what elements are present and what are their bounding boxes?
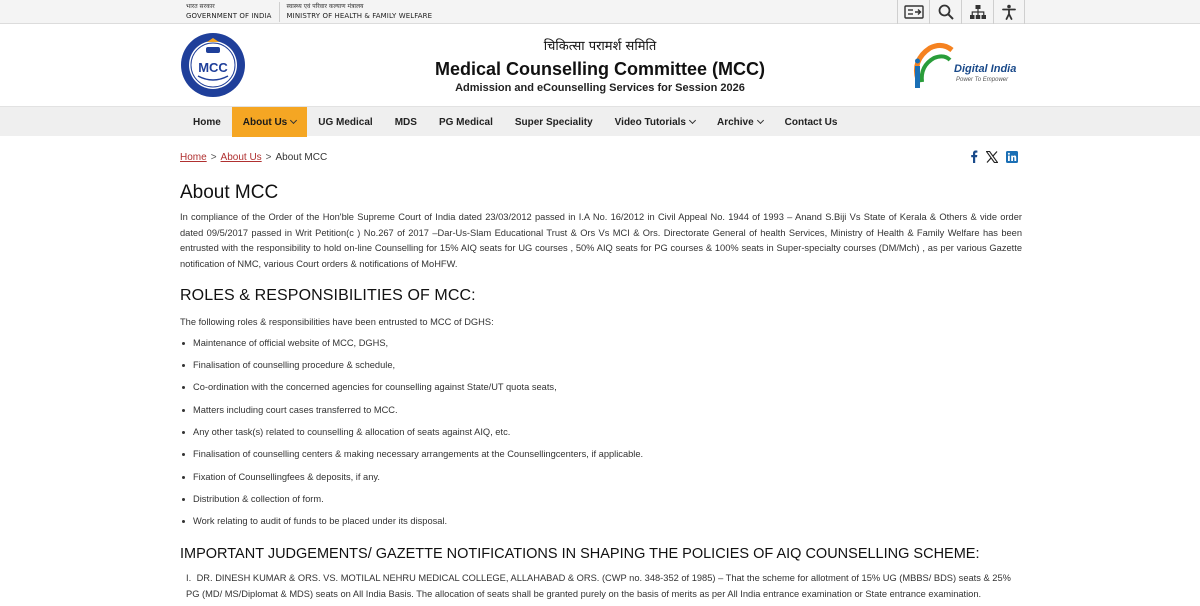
judgements-heading: IMPORTANT JUDGEMENTS/ GAZETTE NOTIFICATIONS IN SHAPING THE POLICIES OF AIQ COUNSELLING SCHEME: <box>180 546 980 563</box>
judgement-item <box>180 571 1022 602</box>
site-header <box>0 24 1200 106</box>
ministry-of-health[interactable] <box>279 2 440 22</box>
utility-icons <box>897 0 1025 24</box>
breadcrumb-row <box>180 152 1022 166</box>
main-content <box>180 152 1022 602</box>
chevron-down-icon <box>757 117 764 124</box>
breadcrumb-current: About MCC <box>275 152 328 163</box>
breadcrumb <box>180 152 1022 163</box>
nav-mds[interactable]: MDS <box>394 116 417 128</box>
nav-archive[interactable]: Archive <box>706 107 774 137</box>
site-title[interactable]: Medical Counselling Committee (MCC) <box>434 59 766 79</box>
sitemap-icon[interactable] <box>961 0 993 24</box>
site-subtitle: Admission and eCounselling Services for Session 2026 <box>455 82 745 94</box>
chevron-down-icon <box>290 117 297 124</box>
roles-lead: The following roles & responsibilities have been entrusted to MCC of DGHS: <box>180 316 494 327</box>
nav-pg-medical[interactable]: PG Medical <box>438 116 493 128</box>
breadcrumb-home-link[interactable]: Home <box>180 152 207 163</box>
intro-paragraph: In compliance of the Order of the Hon'ble Supreme Court of India dated 23/03/2012 passed in I.A No. 16/2012 in Civil Appeal No. 1944 of 1993 – Anand S.Biji Vs State of Kerala & Others & vide order dated 09/5/2017 passed in Writ Petition(c ) No.267 of 2017 –Dar-Us-Slam Educational Trust & Ors Vs MCI & Ors. Directorate General of health Services, Ministry of Health & Family Welfare has been entrusted with the responsibility to hold on-line Counselling for 15% AIQ seats for UG courses , 50% AIQ seats for PG courses & 100% seats in Super-specialty courses (DM/Mch) , as per various Gazette notification of NMC, various Court orders & notifications of MoHFW. <box>180 212 1022 270</box>
list-item: Maintenance of official website of MCC, DGHS, <box>180 332 1022 354</box>
breadcrumb-separator: > <box>265 152 272 163</box>
nav-about-us[interactable]: About Us <box>232 107 307 137</box>
hindi-title: चिकित्सा परामर्श समिति <box>543 39 657 54</box>
linkedin-icon[interactable] <box>1006 151 1018 163</box>
social-share <box>970 150 1018 163</box>
svg-text:Digital India: Digital India <box>954 63 1017 75</box>
gov-english-label: GOVERNMENT OF INDIA <box>186 12 272 20</box>
svg-text:Power To Empower: Power To Empower <box>956 77 1009 83</box>
nav-contact-us[interactable]: Contact Us <box>784 116 838 128</box>
accessibility-icon[interactable] <box>993 0 1025 24</box>
list-item: Distribution & collection of form. <box>180 488 1022 510</box>
ministry-hindi-label: स्वास्थ्य एवं परिवार कल्याण मंत्रालय <box>286 3 364 10</box>
judgement-number: I. <box>186 573 192 584</box>
nav-menu <box>182 107 848 137</box>
breadcrumb-separator: > <box>210 152 217 163</box>
nav-ug-medical[interactable]: UG Medical <box>318 116 373 128</box>
list-item: Finalisation of counselling procedure & schedule, <box>180 354 1022 376</box>
x-icon[interactable] <box>986 151 998 163</box>
gov-hindi-label: भारत सरकार <box>186 3 215 10</box>
roles-list <box>180 332 1022 533</box>
facebook-icon[interactable] <box>970 150 978 163</box>
list-item: Fixation of Counsellingfees & deposits, if any. <box>180 466 1022 488</box>
skip-to-content-icon[interactable] <box>897 0 929 24</box>
nav-video-tutorials[interactable]: Video Tutorials <box>604 107 706 137</box>
list-item: Co-ordination with the concerned agencies for counselling against State/UT quota seats, <box>180 376 1022 398</box>
gov-identity <box>180 2 439 22</box>
nav-home[interactable]: Home <box>193 116 221 128</box>
government-of-india[interactable] <box>180 2 279 22</box>
ministry-english-label: MINISTRY OF HEALTH & FAMILY WELFARE <box>286 12 433 20</box>
nav-super-speciality[interactable]: Super Speciality <box>514 116 593 128</box>
list-item: Work relating to audit of funds to be placed under its disposal. <box>180 510 1022 532</box>
list-item: Matters including court cases transferred to MCC. <box>180 399 1022 421</box>
breadcrumb-about-link[interactable]: About Us <box>220 152 262 163</box>
svg-text:MCC: MCC <box>198 60 228 75</box>
judgement-text: DR. DINESH KUMAR & ORS. VS. MOTILAL NEHRU MEDICAL COLLEGE, ALLAHABAD & ORS. (CWP no. 348-352 of 1985) – That the scheme for allotment of 15% UG (MBBS/ BDS) seats & 25% PG (MD/ MS/Diplomat & MDS) seats on All India Basis. The allocation of seats shall be granted purely on the basis of merits as per All India entrance examination or State entrance examination. <box>186 573 1011 599</box>
digital-india-logo[interactable] <box>908 36 1028 96</box>
roles-heading: ROLES & RESPONSIBILITIES OF MCC: <box>180 286 476 304</box>
government-bar <box>0 0 1200 24</box>
search-icon[interactable] <box>929 0 961 24</box>
list-item: Finalisation of counselling centers & making necessary arrangements at the Counsellingcenters, if applicable. <box>180 443 1022 465</box>
main-navigation <box>0 106 1200 136</box>
page-title: About MCC <box>180 182 279 203</box>
list-item: Any other task(s) related to counselling & allocation of seats against AIQ, etc. <box>180 421 1022 443</box>
chevron-down-icon <box>689 117 696 124</box>
